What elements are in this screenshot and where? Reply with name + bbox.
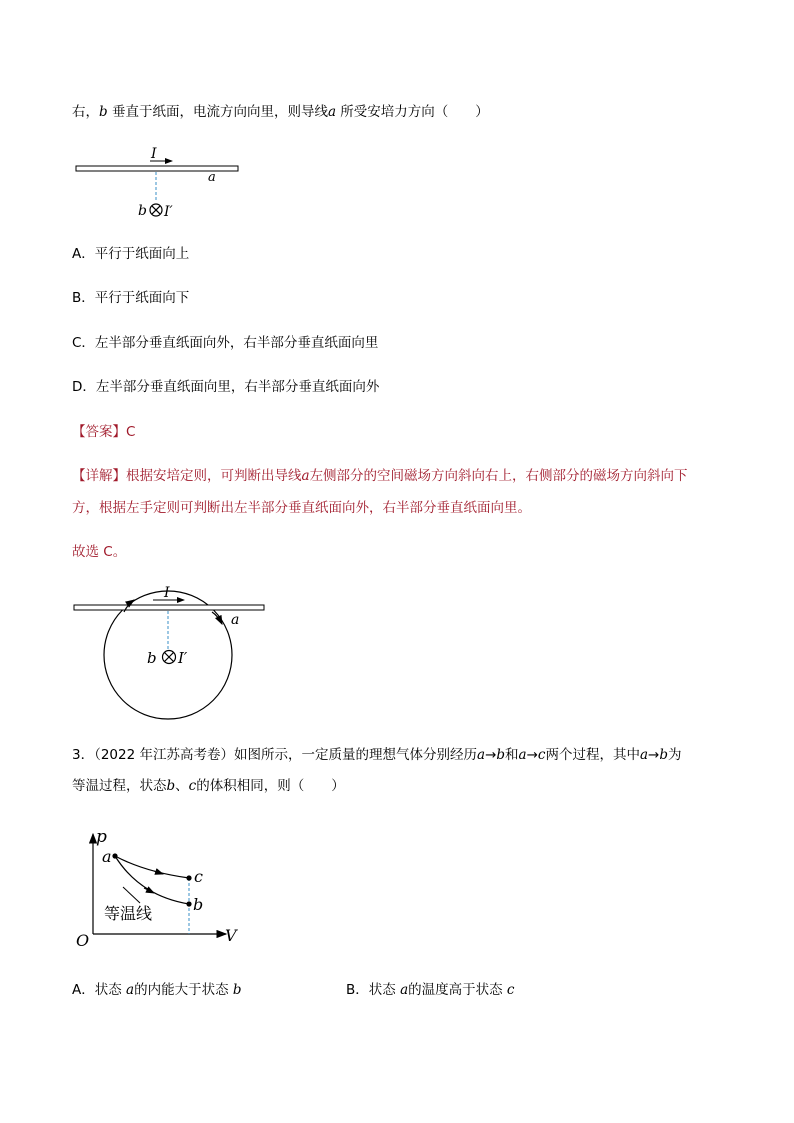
curve-a-c (115, 856, 189, 878)
detail-line-2: 方，根据左手定则可判断出左半部分垂直纸面向外，右半部分垂直纸面向里。 (72, 500, 531, 516)
label-V: V (225, 926, 237, 945)
question-source: （2022 年江苏高考卷） (94, 747, 234, 763)
label-I: I (151, 146, 157, 162)
label-a: a (102, 847, 112, 866)
var-a: a (327, 104, 337, 120)
label-O: O (76, 931, 90, 950)
q3-line-1: 3．（2022 年江苏高考卷）如图所示，一定质量的理想气体分别经历a→b和a→c两个过程，其中a→b为 (72, 747, 682, 763)
question-number: 3． (72, 747, 95, 763)
label-b: b (147, 649, 157, 667)
answer-label: 【答案】 (72, 424, 126, 440)
isotherm-pointer (123, 887, 140, 903)
detail-line-1: 【详解】根据安培定则，可判断出导线a左侧部分的空间磁场方向斜向右上，右侧部分的磁场方向斜向下 (72, 468, 688, 484)
point-a (112, 853, 117, 858)
point-c (186, 875, 191, 880)
label-Iprime: I′ (164, 204, 173, 220)
label-b: b (193, 895, 204, 914)
curve-a-b (115, 856, 189, 904)
label-Iprime: I′ (178, 649, 188, 667)
label-a: a (231, 612, 240, 628)
label-isotherm: 等温线 (104, 904, 153, 923)
option-a: A．平行于纸面向上 (72, 246, 190, 262)
label-c: c (194, 867, 203, 886)
conclusion: 故选 C。 (72, 544, 127, 560)
stem-text: 垂直于纸面，电流方向向里，则导线 (107, 104, 328, 120)
q3-option-b: B．状态 a的温度高于状态 c (346, 982, 515, 998)
var-b: b (99, 104, 108, 120)
label-b: b (138, 203, 147, 219)
label-p: p (96, 827, 107, 847)
detail-label: 【详解】 (72, 468, 126, 484)
point-b (186, 901, 191, 906)
option-b: B．平行于纸面向下 (72, 290, 190, 306)
answer-value: C (126, 424, 136, 440)
label-a: a (208, 170, 216, 185)
label-I: I (164, 585, 170, 601)
arrow-a-b (144, 888, 154, 893)
q3-line-2: 等温过程，状态b、c的体积相同，则（ ） (72, 778, 345, 794)
option-d: D．左半部分垂直纸面向里，右半部分垂直纸面向外 (72, 379, 380, 395)
stem-text: 所受安培力方向（ ） (336, 104, 489, 120)
stem-text: 右， (72, 104, 99, 120)
q3-option-a: A．状态 a的内能大于状态 b (72, 982, 242, 998)
var-a: a (301, 468, 310, 484)
option-c: C．左半部分垂直纸面向外，右半部分垂直纸面向里 (72, 335, 379, 351)
